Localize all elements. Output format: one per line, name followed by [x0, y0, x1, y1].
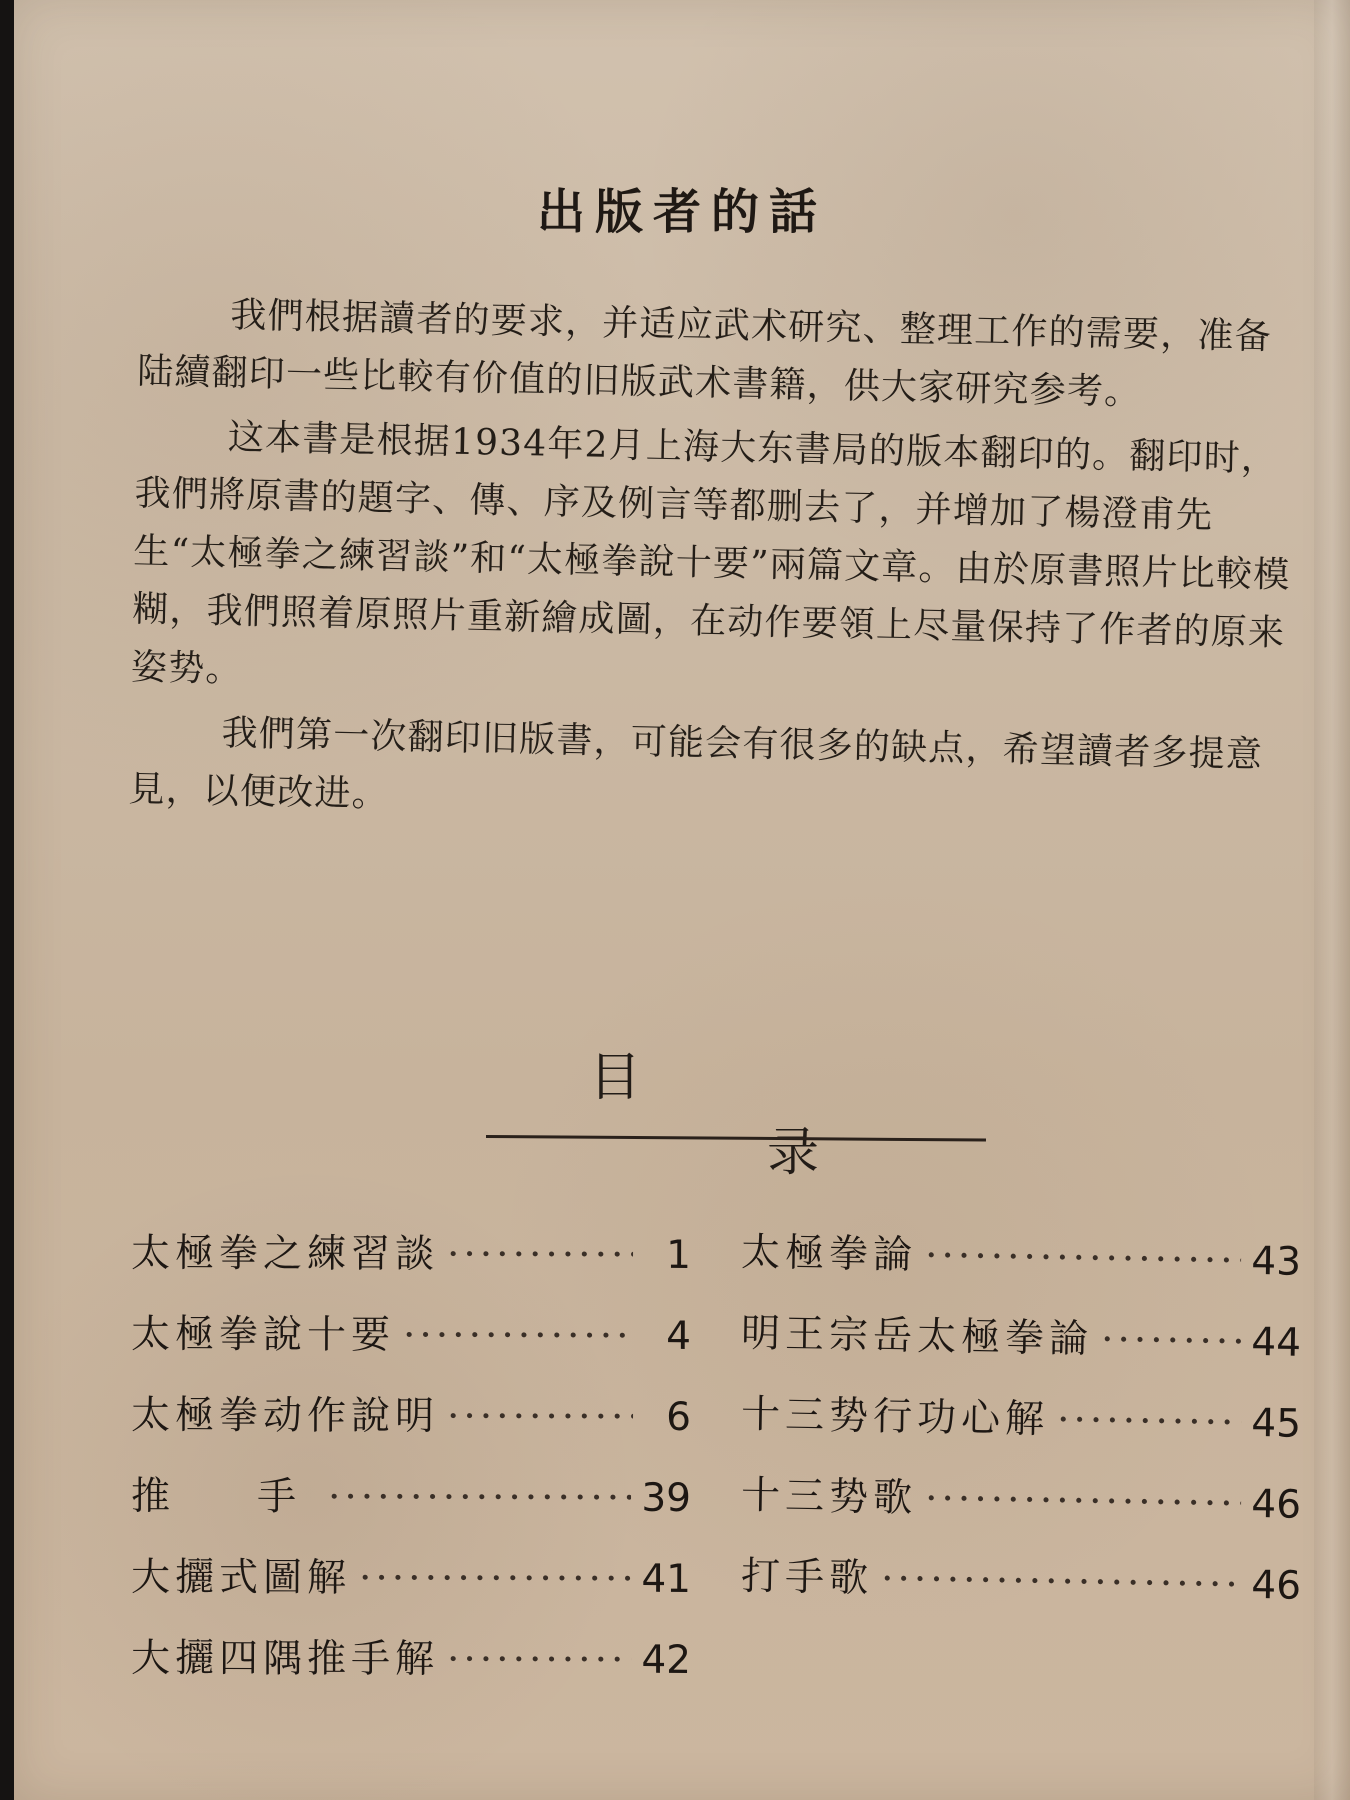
book-page	[14, 0, 1350, 1800]
preface-paragraph-text: 我們根据讀者的要求，并适应武术研究、整理工作的需要，准备陆續翻印一些比較有价值的旧版武术書籍，供大家研究参考。	[136, 294, 1273, 414]
preface-section	[128, 285, 1304, 849]
toc-item-label: 十三势歌	[740, 1473, 918, 1522]
toc-item	[740, 1221, 1301, 1307]
toc-leader-dots	[1101, 1317, 1242, 1364]
toc-item-label: 太極拳之練習談	[130, 1231, 440, 1278]
page-fold-shadow	[1314, 0, 1350, 1800]
toc-item	[131, 1627, 691, 1705]
toc-item	[131, 1465, 691, 1543]
toc-leader-dots	[359, 1556, 631, 1602]
toc-item	[131, 1222, 691, 1300]
toc-item	[131, 1303, 691, 1381]
toc-page-number: 41	[641, 1556, 692, 1602]
toc-item-label: 推 手	[130, 1474, 321, 1520]
toc-leader-dots	[447, 1637, 631, 1683]
toc-item	[131, 1546, 691, 1624]
preface-paragraph-text: 这本書是根据1934年2月上海大东書局的版本翻印的。翻印时，我們將原書的題字、傳、序及例言等都删去了，并增加了楊澄甫先生“太極拳之練習談”和“太極拳說十要”兩篇文章。由於原書照片比較模糊，我們照着原照片重新繪成圖，在动作要領上尽量保持了作者的原来姿势。	[130, 416, 1291, 691]
toc-page-number: 42	[641, 1637, 692, 1683]
toc-leader-dots	[925, 1476, 1242, 1527]
toc-item-label: 大攦式圖解	[130, 1555, 352, 1601]
preface-paragraph-2	[130, 407, 1301, 721]
toc-item	[740, 1302, 1301, 1388]
toc-item-label: 太極拳动作說明	[130, 1393, 440, 1440]
toc-leader-dots	[403, 1313, 633, 1359]
toc-page-number: 46	[1251, 1562, 1302, 1609]
toc-title-first-char: 目	[589, 1048, 662, 1108]
toc-left-column	[131, 1222, 691, 1708]
page-title: 出版者的話	[536, 184, 827, 240]
toc-page-number: 4	[666, 1313, 692, 1359]
toc-item-label: 十三势行功心解	[740, 1392, 1050, 1443]
toc-item	[740, 1383, 1301, 1469]
toc-item-label: 太極拳論	[740, 1230, 918, 1279]
toc-item-label: 大攦四隅推手解	[130, 1636, 440, 1683]
table-of-contents-title	[589, 1035, 899, 1185]
toc-leader-dots	[447, 1394, 633, 1440]
preface-paragraph-3	[128, 703, 1295, 843]
toc-leader-dots	[881, 1556, 1242, 1607]
toc-page-number: 39	[641, 1475, 692, 1521]
toc-page-number: 44	[1251, 1319, 1302, 1366]
toc-page-number: 6	[666, 1394, 692, 1440]
toc-item	[740, 1545, 1301, 1631]
toc-page-number: 43	[1251, 1238, 1302, 1285]
toc-leader-dots	[447, 1232, 633, 1278]
toc-right-column	[741, 1221, 1301, 1626]
toc-item	[131, 1384, 691, 1462]
toc-item	[740, 1464, 1301, 1550]
preface-paragraph-text: 我們第一次翻印旧版書，可能会有很多的缺点，希望讀者多提意見，以便改进。	[128, 712, 1264, 816]
toc-item-label: 太極拳說十要	[130, 1312, 396, 1358]
toc-page-number: 46	[1251, 1481, 1302, 1528]
toc-leader-dots	[1057, 1398, 1242, 1446]
toc-page-number: 1	[666, 1232, 692, 1278]
toc-title-second-char: 录	[767, 1123, 840, 1183]
preface-paragraph-1	[137, 285, 1304, 425]
toc-item-label: 打手歌	[740, 1554, 874, 1602]
toc-page-number: 45	[1251, 1400, 1302, 1447]
toc-leader-dots	[925, 1233, 1242, 1284]
toc-item-label: 明王宗岳太極拳論	[740, 1311, 1094, 1363]
toc-leader-dots	[328, 1475, 631, 1521]
